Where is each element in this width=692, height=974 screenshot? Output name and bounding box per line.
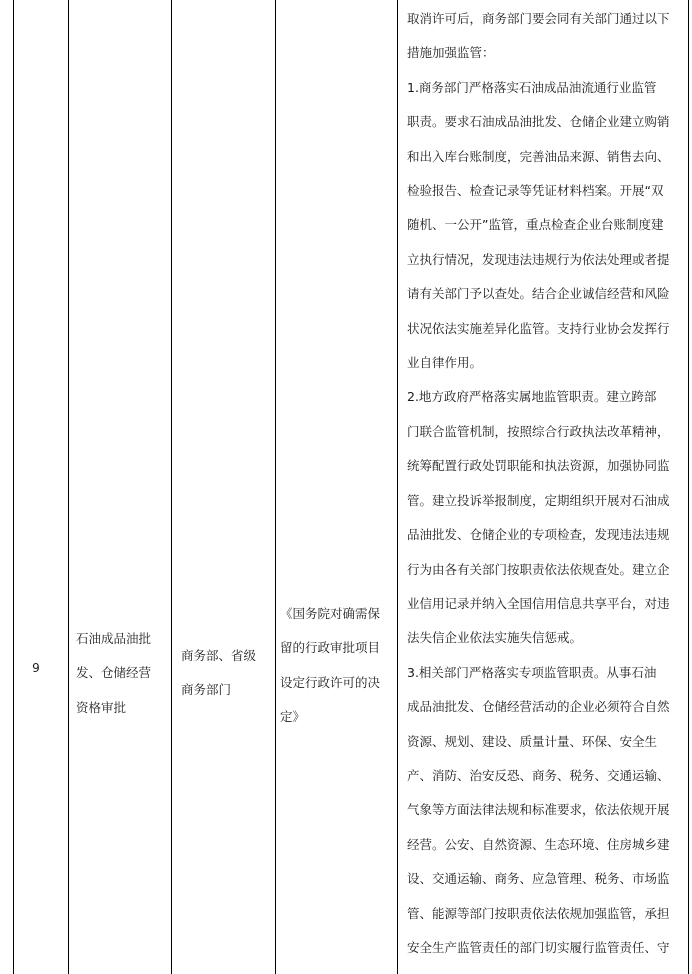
column-divider bbox=[171, 0, 172, 974]
department-cell bbox=[181, 639, 271, 708]
measure-text-line: 气象等方面法律法规和标准要求，依法依规开展 bbox=[407, 802, 670, 818]
basis-line: 《国务院对确需保 bbox=[280, 606, 381, 621]
basis-line: 设定行政许可的决 bbox=[280, 674, 381, 690]
measures-cell bbox=[407, 2, 685, 965]
measure-text-line: 2.地方政府严格落实属地监管职责。建立跨部 bbox=[407, 389, 657, 405]
measure-text-line: 法失信企业依法实施失信惩戒。 bbox=[407, 630, 583, 646]
column-divider bbox=[13, 0, 14, 974]
measure-text-line: 门联合监管机制，按照综合行政执法改革精神， bbox=[407, 423, 670, 439]
column-divider bbox=[275, 0, 276, 974]
measure-text-line: 管、能源等部门按职责依法依规加强监管，承担 bbox=[407, 905, 670, 921]
measure-text-line: 1.商务部门严格落实石油成品油流通行业监管 bbox=[407, 79, 657, 95]
measure-text-line: 经营。公安、自然资源、生态环境、住房城乡建 bbox=[407, 836, 670, 852]
measure-text-line: 立执行情况，发现违法违规行为依法处理或者提 bbox=[407, 251, 670, 267]
measure-text-line: 请有关部门予以查处。结合企业诚信经营和风险 bbox=[407, 286, 670, 302]
measure-text-line: 行为由各有关部门按职责依法依规查处。建立企 bbox=[407, 561, 670, 577]
measure-text-line: 检验报告、检查记录等凭证材料档案。开展“双 bbox=[407, 183, 664, 199]
item-name-line: 发、仓储经营 bbox=[76, 665, 152, 681]
measure-text-line: 状况依法实施差异化监管。支持行业协会发挥行 bbox=[407, 320, 670, 336]
basis-line: 定》 bbox=[280, 709, 306, 725]
measure-text-line: 和出入库台账制度，完善油品来源、销售去向、 bbox=[407, 148, 670, 164]
item-name-line: 资格审批 bbox=[76, 699, 127, 715]
item-name-cell bbox=[76, 622, 166, 725]
measure-text-line: 职责。要求石油成品油批发、仓储企业建立购销 bbox=[407, 114, 670, 130]
measure-text-line: 3.相关部门严格落实专项监管职责。从事石油 bbox=[407, 664, 657, 680]
measure-text-line: 统筹配置行政处罚职能和执法资源，加强协同监 bbox=[407, 458, 670, 474]
measure-text-line: 取消许可后，商务部门要会同有关部门通过以下 bbox=[407, 11, 670, 26]
basis-line: 留的行政审批项目 bbox=[280, 640, 381, 656]
measure-text-line: 随机、一公开”监管，重点检查企业台账制度建 bbox=[407, 217, 664, 233]
column-divider bbox=[397, 0, 398, 974]
department-line: 商务部门 bbox=[181, 682, 232, 698]
basis-cell bbox=[280, 597, 392, 735]
department-line: 商务部、省级 bbox=[181, 648, 257, 663]
measure-text-line: 管。建立投诉举报制度，定期组织开展对石油成 bbox=[407, 492, 670, 508]
row-number: 9 bbox=[32, 661, 40, 675]
measure-text-line: 成品油批发、仓储经营活动的企业必须符合自然 bbox=[407, 699, 670, 715]
measure-text-line: 资源、规划、建设、质量计量、环保、安全生 bbox=[407, 733, 658, 749]
column-divider bbox=[68, 0, 69, 974]
measure-text-line: 安全生产监管责任的部门切实履行监管责任、守 bbox=[407, 939, 670, 955]
measure-text-line: 产、消防、治安反恐、商务、税务、交通运输、 bbox=[407, 767, 670, 783]
item-name-line: 石油成品油批 bbox=[76, 631, 152, 646]
measure-text-line: 业自律作用。 bbox=[407, 355, 483, 371]
measure-text-line: 业信用记录并纳入全国信用信息共享平台，对违 bbox=[407, 595, 670, 611]
measure-text-line: 设、交通运输、商务、应急管理、税务、市场监 bbox=[407, 871, 670, 887]
column-divider bbox=[688, 0, 689, 974]
measure-text-line: 品油批发、仓储企业的专项检查，发现违法违规 bbox=[407, 527, 670, 543]
measure-text-line: 措施加强监管： bbox=[407, 45, 495, 61]
